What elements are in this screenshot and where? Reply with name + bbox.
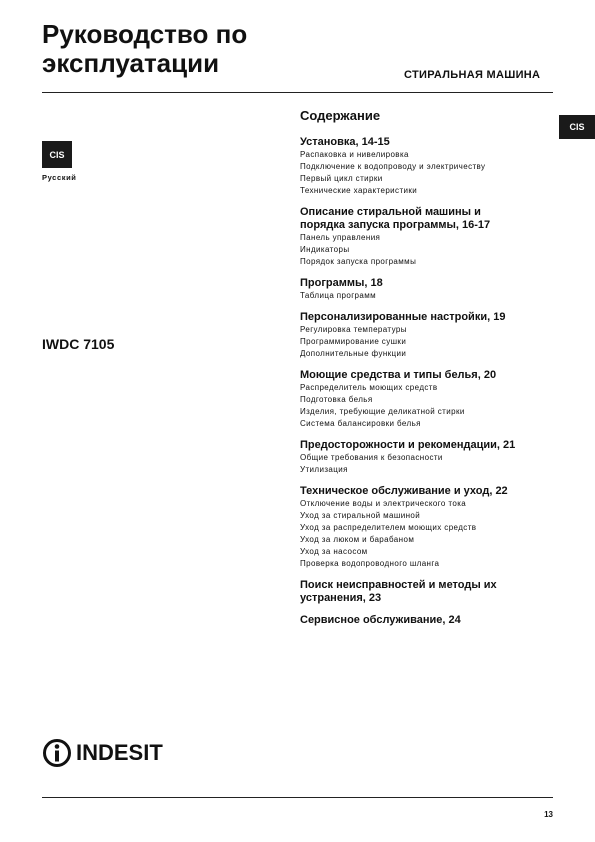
toc-section-title <box>300 277 555 290</box>
toc-section <box>300 206 555 268</box>
language-badge: CIS <box>42 141 72 168</box>
toc-item: Подключение к водопроводу и электричеству <box>300 162 486 171</box>
toc-item: Программирование сушки <box>300 337 407 346</box>
toc-section-title-line: устранения, 23 <box>300 592 382 604</box>
toc-item: Дополнительные функции <box>300 349 407 358</box>
toc-section <box>300 311 555 360</box>
toc-item: Изделия, требующие деликатной стирки <box>300 407 465 416</box>
toc-item: Общие требования к безопасности <box>300 453 443 462</box>
toc-section <box>300 614 555 627</box>
title-line-2: эксплуатации <box>42 48 220 78</box>
toc-section-title-line: Установка, 14-15 <box>300 136 390 148</box>
toc-section-title <box>300 579 555 605</box>
toc-section-title-line: порядка запуска программы, 16-17 <box>300 219 491 231</box>
toc-section-title <box>300 485 555 498</box>
title-line-1: Руководство по <box>42 19 248 49</box>
toc-item: Индикаторы <box>300 245 350 254</box>
toc-section-title-line: Предосторожности и рекомендации, 21 <box>300 439 516 451</box>
toc-item: Система балансировки белья <box>300 419 421 428</box>
toc-section <box>300 277 555 302</box>
toc-section-title-line: Техническое обслуживание и уход, 22 <box>300 485 508 497</box>
toc-section-title <box>300 206 555 232</box>
toc-section-title <box>300 614 555 627</box>
indesit-logo-icon <box>42 738 72 768</box>
toc-section <box>300 136 555 197</box>
side-language-tab: CIS <box>559 115 595 139</box>
header-divider <box>42 92 553 93</box>
page-number: 13 <box>544 810 553 819</box>
toc-item: Подготовка белья <box>300 395 373 404</box>
toc-section <box>300 579 555 605</box>
toc-section-title-line: Персонализированные настройки, 19 <box>300 311 506 323</box>
document-title <box>42 20 247 78</box>
toc-item: Регулировка температуры <box>300 325 407 334</box>
brand-name: INDESIT <box>76 740 163 765</box>
toc-item: Таблица программ <box>300 291 377 300</box>
product-type: СТИРАЛЬНАЯ МАШИНА <box>404 69 541 81</box>
toc-section-title-line: Поиск неисправностей и методы их <box>300 579 497 591</box>
toc-section <box>300 439 555 476</box>
toc-section-title-line: Описание стиральной машины и <box>300 206 481 218</box>
toc-item: Уход за насосом <box>300 547 368 556</box>
brand-logo <box>42 738 163 768</box>
toc-item: Первый цикл стирки <box>300 174 383 183</box>
toc-item: Утилизация <box>300 465 348 474</box>
toc-item: Технические характеристики <box>300 186 418 195</box>
toc-section-title-line: Программы, 18 <box>300 277 383 289</box>
footer-divider <box>42 797 553 798</box>
language-name: Русский <box>42 173 77 182</box>
toc-item: Порядок запуска программы <box>300 257 417 266</box>
toc-section-title <box>300 136 555 149</box>
toc-sections <box>300 136 555 627</box>
toc-item: Отключение воды и электрического тока <box>300 499 467 508</box>
toc-item: Распределитель моющих средств <box>300 383 438 392</box>
toc-section <box>300 485 555 570</box>
toc-item: Уход за распределителем моющих средств <box>300 523 477 532</box>
toc-heading: Содержание <box>300 108 381 123</box>
toc-section-title-line: Моющие средства и типы белья, 20 <box>300 369 497 381</box>
toc-item: Уход за стиральной машиной <box>300 511 421 520</box>
table-of-contents <box>300 108 555 636</box>
toc-item: Панель управления <box>300 233 381 242</box>
toc-item: Проверка водопроводного шланга <box>300 559 440 568</box>
toc-section-title <box>300 311 555 324</box>
toc-section-title <box>300 439 555 452</box>
model-name: IWDC 7105 <box>42 336 115 352</box>
toc-section-title <box>300 369 555 382</box>
toc-item: Уход за люком и барабаном <box>300 535 415 544</box>
toc-section-title-line: Сервисное обслуживание, 24 <box>300 614 461 626</box>
toc-section <box>300 369 555 430</box>
toc-item: Распаковка и нивелировка <box>300 150 409 159</box>
